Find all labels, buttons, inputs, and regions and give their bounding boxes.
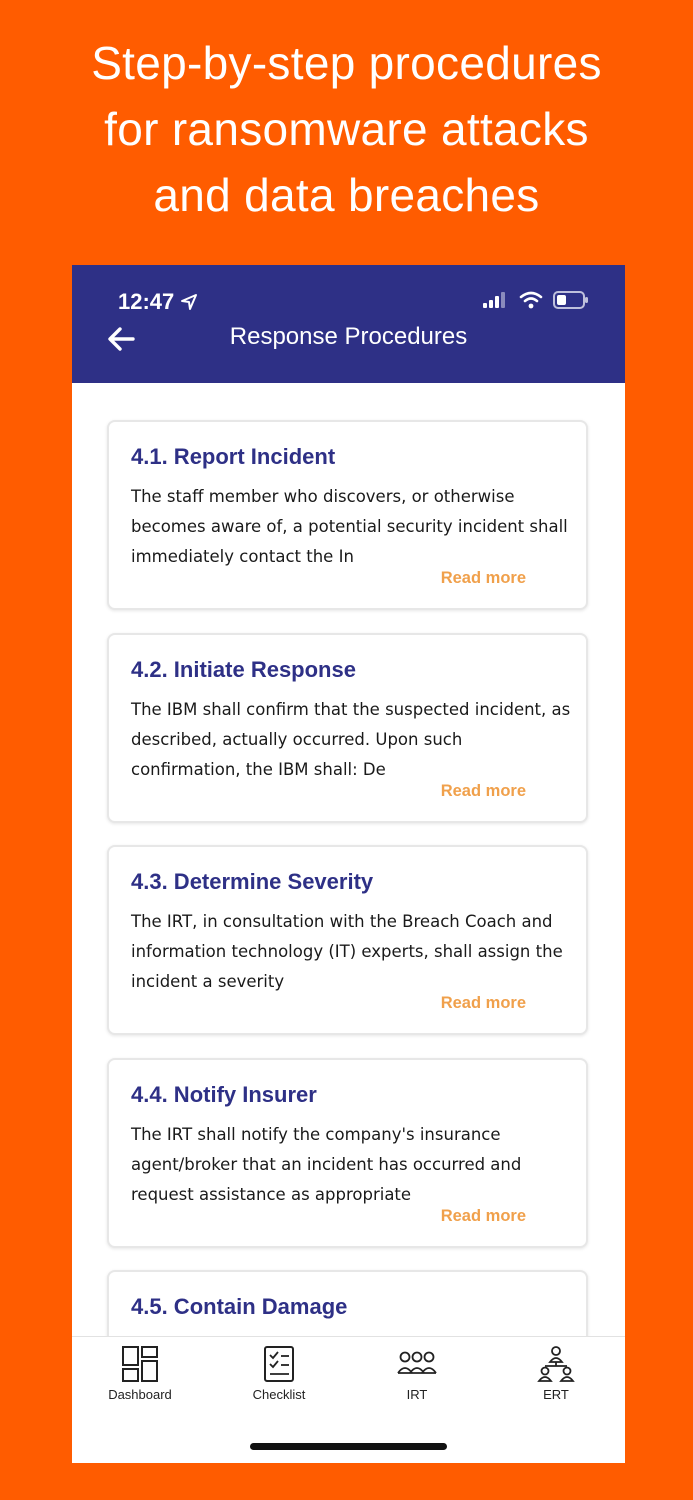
nav-dashboard[interactable] — [85, 1345, 195, 1402]
read-more-link[interactable]: Read more — [440, 782, 526, 800]
nav-label: ERT — [543, 1387, 569, 1402]
nav-label: Checklist — [252, 1387, 306, 1402]
nav-irt[interactable] — [362, 1345, 472, 1402]
status-time-text: 12:47 — [118, 289, 175, 314]
promo-line: and data breaches — [153, 169, 540, 221]
cellular-signal-icon — [483, 292, 509, 308]
procedure-card[interactable] — [107, 633, 588, 823]
org-chart-icon — [536, 1345, 576, 1383]
nav-ert[interactable] — [501, 1345, 611, 1402]
dashboard-icon — [121, 1345, 159, 1383]
card-body: The IRT, in consultation with the Breach Coach and information technology (IT) experts, shall assign the incident a severity — [131, 912, 563, 991]
checklist-icon — [262, 1345, 296, 1383]
procedure-list[interactable] — [72, 383, 625, 1336]
read-more-link[interactable]: Read more — [440, 1207, 526, 1225]
nav-checklist[interactable] — [224, 1345, 334, 1402]
procedure-card[interactable] — [107, 1270, 588, 1336]
home-indicator — [250, 1443, 447, 1450]
location-arrow-icon — [180, 293, 198, 311]
read-more-link[interactable]: Read more — [440, 994, 526, 1012]
page-title: Response Procedures — [229, 323, 468, 350]
card-body: The IRT shall notify the company's insurance agent/broker that an incident has occurred and request assistance as appropriate — [131, 1125, 522, 1204]
nav-label: IRT — [406, 1387, 428, 1402]
read-more-link[interactable]: Read more — [440, 569, 526, 587]
status-icons — [483, 291, 589, 309]
promo-headline — [0, 30, 693, 228]
nav-label: Dashboard — [108, 1387, 172, 1402]
card-title: 4.4. Notify Insurer — [131, 1082, 317, 1107]
procedure-card[interactable] — [107, 420, 588, 610]
app-header — [72, 265, 625, 383]
promo-line: for ransomware attacks — [104, 103, 589, 155]
status-time — [118, 289, 198, 315]
procedure-card[interactable] — [107, 845, 588, 1035]
card-title: 4.5. Contain Damage — [131, 1294, 348, 1319]
team-icon — [395, 1345, 439, 1383]
wifi-icon — [519, 291, 543, 309]
phone-screen — [72, 265, 625, 1463]
card-body: The staff member who discovers, or otherwise becomes aware of, a potential security incident shall immediately contact the In — [131, 487, 568, 566]
card-title: 4.1. Report Incident — [131, 444, 336, 469]
card-title: 4.2. Initiate Response — [131, 657, 356, 682]
battery-icon — [553, 291, 589, 309]
procedure-card[interactable] — [107, 1058, 588, 1248]
card-body: The IBM shall confirm that the suspected incident, as described, actually occurred. Upon such confirmation, the IBM shall: De — [131, 700, 571, 779]
promo-line: Step-by-step procedures — [91, 37, 602, 89]
card-title: 4.3. Determine Severity — [131, 869, 374, 894]
